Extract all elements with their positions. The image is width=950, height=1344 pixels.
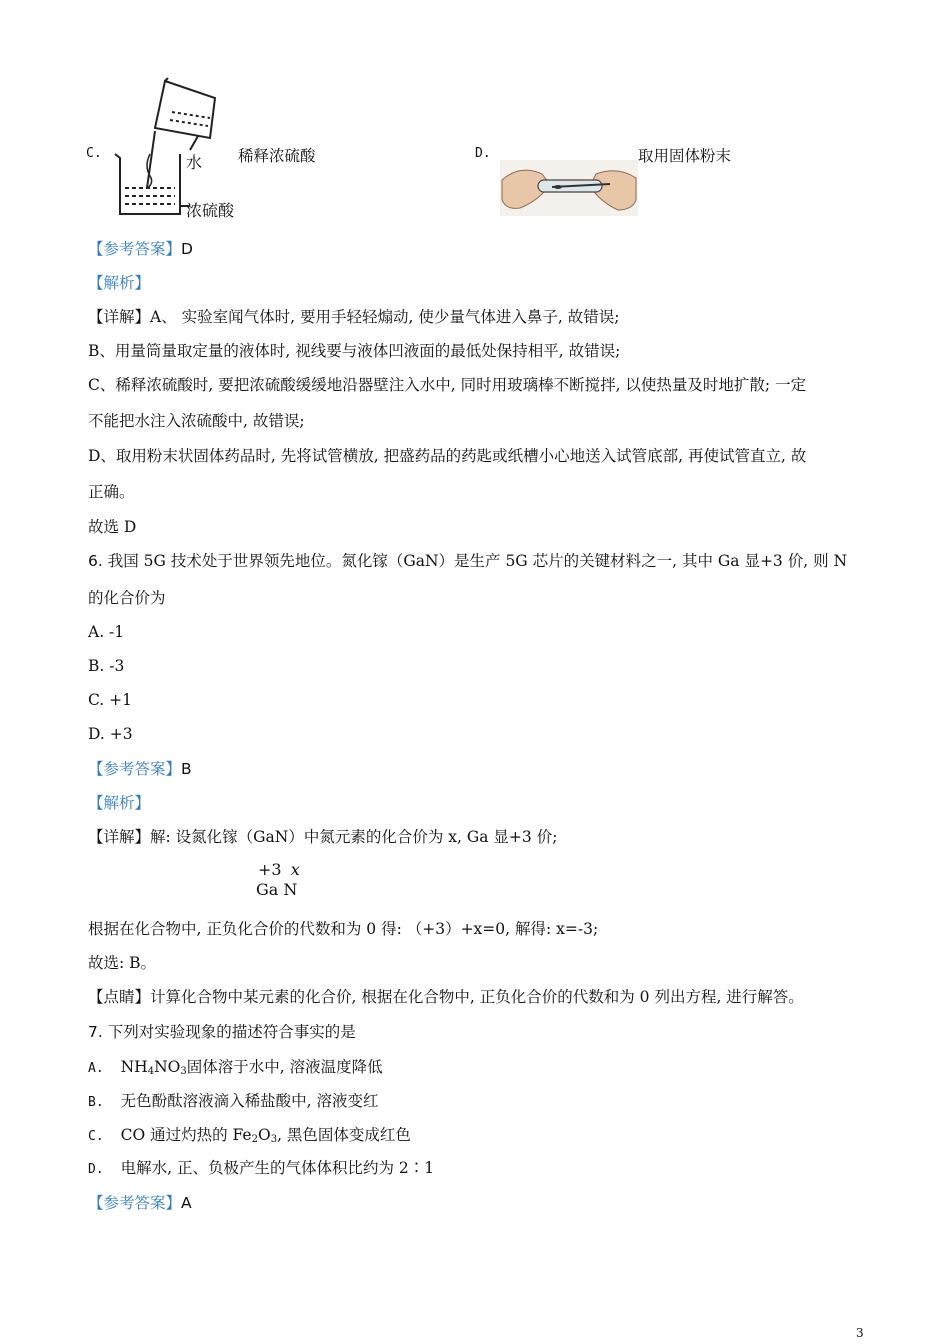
opt-c-text: CO 通过灼热的 Fe [120, 1126, 252, 1144]
opt-c-text: , 黑色固体变成红色 [277, 1126, 411, 1144]
q7-option-b [88, 1090, 378, 1114]
q6-answer-line [88, 758, 192, 780]
opt-c-subscript: 3 [270, 1134, 278, 1145]
q6-conclusion: 故选: B。 [88, 954, 157, 972]
option-d-caption: 取用固体粉末 [638, 147, 732, 165]
q5-detail-c2: 不能把水注入浓硫酸中, 故错误; [88, 412, 305, 430]
detail-a-text: A、 实验室闻气体时, 要用手轻轻煽动, 使少量气体进入鼻子, 故错误; [150, 308, 620, 326]
opt-c-subscript: 2 [251, 1134, 258, 1145]
label-concentrated-acid: 浓硫酸 [186, 201, 235, 220]
q7-option-a [88, 1056, 383, 1083]
q6-tip-line [88, 986, 804, 1008]
option-letter: A. [88, 1061, 104, 1076]
q6-option-a: A. -1 [88, 623, 125, 641]
q7-stem: 下列对实验现象的描述符合事实的是 [107, 1023, 356, 1041]
answer-tag: 【参考答案】 [88, 760, 182, 778]
option-letter: C. [88, 1129, 104, 1144]
q6-option-b: B. -3 [88, 657, 125, 675]
q6-detail-line [88, 826, 557, 848]
analysis-tag: 【解析】 [88, 274, 151, 292]
q5-detail-d2: 正确。 [88, 483, 135, 501]
q5-detail-c1: C、稀释浓硫酸时, 要把浓硫酸缓缓地沿器壁注入水中, 同时用玻璃棒不断搅拌, 以使热量及时地扩散; 一定 [88, 376, 807, 394]
formula-valence-ga: +3 [258, 860, 282, 879]
q7-option-d [88, 1157, 434, 1181]
powder-sampling-figure [500, 160, 638, 216]
opt-a-formula-part: NH [120, 1058, 148, 1076]
opt-a-formula-part: NO [154, 1058, 181, 1076]
label-water: 水 [186, 153, 203, 172]
q7-option-c [88, 1124, 411, 1151]
q7-answer-line [88, 1192, 192, 1214]
page-number: 3 [856, 1326, 864, 1340]
answer-value: D [181, 240, 193, 258]
option-letter: B. [88, 1095, 104, 1110]
analysis-tag: 【解析】 [88, 794, 151, 812]
opt-a-text: 固体溶于水中, 溶液温度降低 [186, 1058, 383, 1076]
q6-reason: 根据在化合物中, 正负化合价的代数和为 0 得: （+3）+x=0, 解得: x=-3; [88, 920, 599, 938]
q6-number: 6. [88, 552, 103, 570]
opt-c-formula-part: O [257, 1126, 271, 1144]
formula-valence-n: x [290, 860, 300, 879]
q5-detail-d1: D、取用粉末状固体药品时, 先将试管横放, 把盛药品的药匙或纸槽小心地送入试管底部, 再使试管直立, 故 [88, 447, 807, 465]
q6-stem1: 我国 5G 技术处于世界领先地位。氮化镓（GaN）是生产 5G 芯片的关键材料之一, 其中 Ga 显+3 价, 则 N [107, 552, 848, 570]
q6-option-c: C. +1 [88, 691, 133, 709]
q5-analysis-tag-line [88, 272, 150, 294]
q5-detail-a [88, 306, 619, 328]
q7-number: 7. [88, 1023, 103, 1041]
q6-formula-bottom: Ga N [256, 880, 298, 899]
q5-answer-line [88, 238, 193, 260]
opt-b-text: 无色酚酞溶液滴入稀盐酸中, 溶液变红 [120, 1092, 379, 1110]
option-d-letter: D. [475, 146, 491, 161]
answer-value: A [181, 1194, 192, 1212]
tip-text: 计算化合物中某元素的化合价, 根据在化合物中, 正负化合价的代数和为 0 列出方程, 进行解答。 [150, 988, 804, 1006]
option-c-caption: 稀释浓硫酸 [238, 147, 316, 165]
q6-detail-text: 解: 设氮化镓（GaN）中氮元素的化合价为 x, Ga 显+3 价; [150, 828, 558, 846]
q6-formula-top [258, 860, 300, 879]
answer-tag: 【参考答案】 [88, 1194, 182, 1212]
opt-a-subscript: 3 [180, 1066, 187, 1077]
opt-d-text: 电解水, 正、负极产生的气体体积比约为 2∶1 [120, 1159, 435, 1177]
tip-tag: 【点睛】 [88, 988, 151, 1006]
answer-value: B [181, 760, 192, 778]
q5-detail-b: B、用量筒量取定量的液体时, 视线要与液体凹液面的最低处保持相平, 故错误; [88, 342, 621, 360]
detail-tag: 【详解】 [88, 308, 151, 326]
q7-stem-line [88, 1021, 356, 1043]
answer-tag: 【参考答案】 [88, 240, 182, 258]
option-letter: D. [88, 1162, 104, 1177]
q6-option-d: D. +3 [88, 725, 133, 743]
option-c-letter: C. [86, 146, 102, 161]
q6-stem-line2: 的化合价为 [88, 589, 166, 607]
opt-a-subscript: 4 [147, 1066, 155, 1077]
q6-analysis-tag-line [88, 792, 150, 814]
q5-conclusion: 故选 D [88, 518, 137, 536]
q6-stem-line1 [88, 550, 847, 572]
detail-tag: 【详解】 [88, 828, 151, 846]
